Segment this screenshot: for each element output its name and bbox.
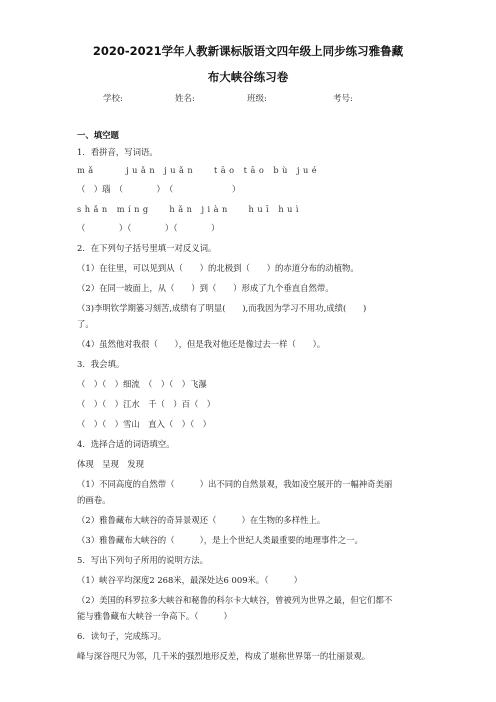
pinyin-row-1: mǎ juǎn juǎn tāo tāo bù jué [77, 165, 321, 175]
answer-blanks-row-2: （ ）（ ）（ ） [77, 223, 220, 233]
answer-blanks-row-1: （ ）瑙 （ ） （ ） [77, 184, 241, 194]
question-2-item-1: （1）在往里，可以见到从（ ）的北极到（ ）的赤道分布的动植物。 [77, 263, 359, 273]
question-3-row-1: （ ）（ ）细流 （ ）（ ）飞瀑 [77, 379, 207, 389]
school-label: 学校: [103, 94, 123, 104]
page-title-line-1: 2020-2021学年人教新课标版语文四年级上同步练习雅鲁藏 [92, 44, 404, 58]
class-label: 班级: [247, 94, 267, 104]
question-5-item-1: （1）峡谷平均深度2 268米，最深处达6 009米。（ ） [77, 575, 302, 585]
question-6: 6．读句子，完成练习。 [77, 631, 167, 641]
question-4-item-1-cont: 的画卷。 [77, 495, 111, 505]
question-5-item-2-cont: 能与雅鲁藏布大峡谷一争高下。（ ） [77, 611, 232, 621]
question-2: 2．在下列句子括号里填一对反义词。 [77, 243, 217, 253]
section-heading: 一、填空题 [77, 130, 119, 140]
question-3-row-2: （ ）（ ）江水 千（ ）百（ ） [77, 399, 216, 409]
word-choice-bank: 体现 呈现 发现 [77, 459, 144, 469]
question-2-item-2: （2）在同一坡面上，从（ ）到（ ）形成了九个垂直自然带。 [77, 283, 334, 293]
reading-passage: 峰与深谷咫尺为邻，几千米的强烈地形反差，构成了堪称世界第一的壮丽景观。 [77, 651, 371, 661]
question-4-item-1: （1）不同高度的自然带（ ）出不同的自然景观，我如凌空展开的一幅神奇美丽 [77, 479, 393, 489]
question-2-item-3: （3)李明钦学期篓习刻苦,成绩有了明显( ),而我因为学习不用功,成绩( ) [77, 303, 367, 313]
question-2-item-4: （4）虽然他对我很（ ），但是我对他还是像过去一样（ ）。 [77, 339, 326, 349]
page-title-line-2: 布大峡谷练习卷 [207, 70, 289, 84]
question-4-item-3: （3）雅鲁藏布大峡谷的（ ），是上个世纪人类最重要的地理事件之一。 [77, 535, 363, 545]
exam-number-label: 考号: [333, 94, 353, 104]
question-3-row-3: （ ）（ ）雪山 直入（ ）（ ） [77, 419, 211, 429]
pinyin-row-2: shǎn míng hǎn jiàn huī huì [77, 204, 302, 214]
question-3: 3．我会填。 [77, 359, 125, 369]
question-2-item-3-cont: 了。 [77, 319, 94, 329]
question-5-item-2: （2）美国的科罗拉多大峡谷和秘鲁的科尔卡大峡谷，曾被列为世界之最，但它们都不 [77, 595, 393, 605]
student-info-row [0, 92, 496, 106]
question-1: 1．看拼音，写词语。 [77, 147, 158, 157]
name-label: 姓名: [175, 94, 195, 104]
question-4-item-2: （2）雅鲁藏布大峡谷的奇异景观还（ ）在生物的多样性上。 [77, 515, 326, 525]
question-4: 4．选择合适的词语填空。 [77, 439, 175, 449]
question-5: 5．写出下列句子所用的说明方法。 [77, 555, 208, 565]
